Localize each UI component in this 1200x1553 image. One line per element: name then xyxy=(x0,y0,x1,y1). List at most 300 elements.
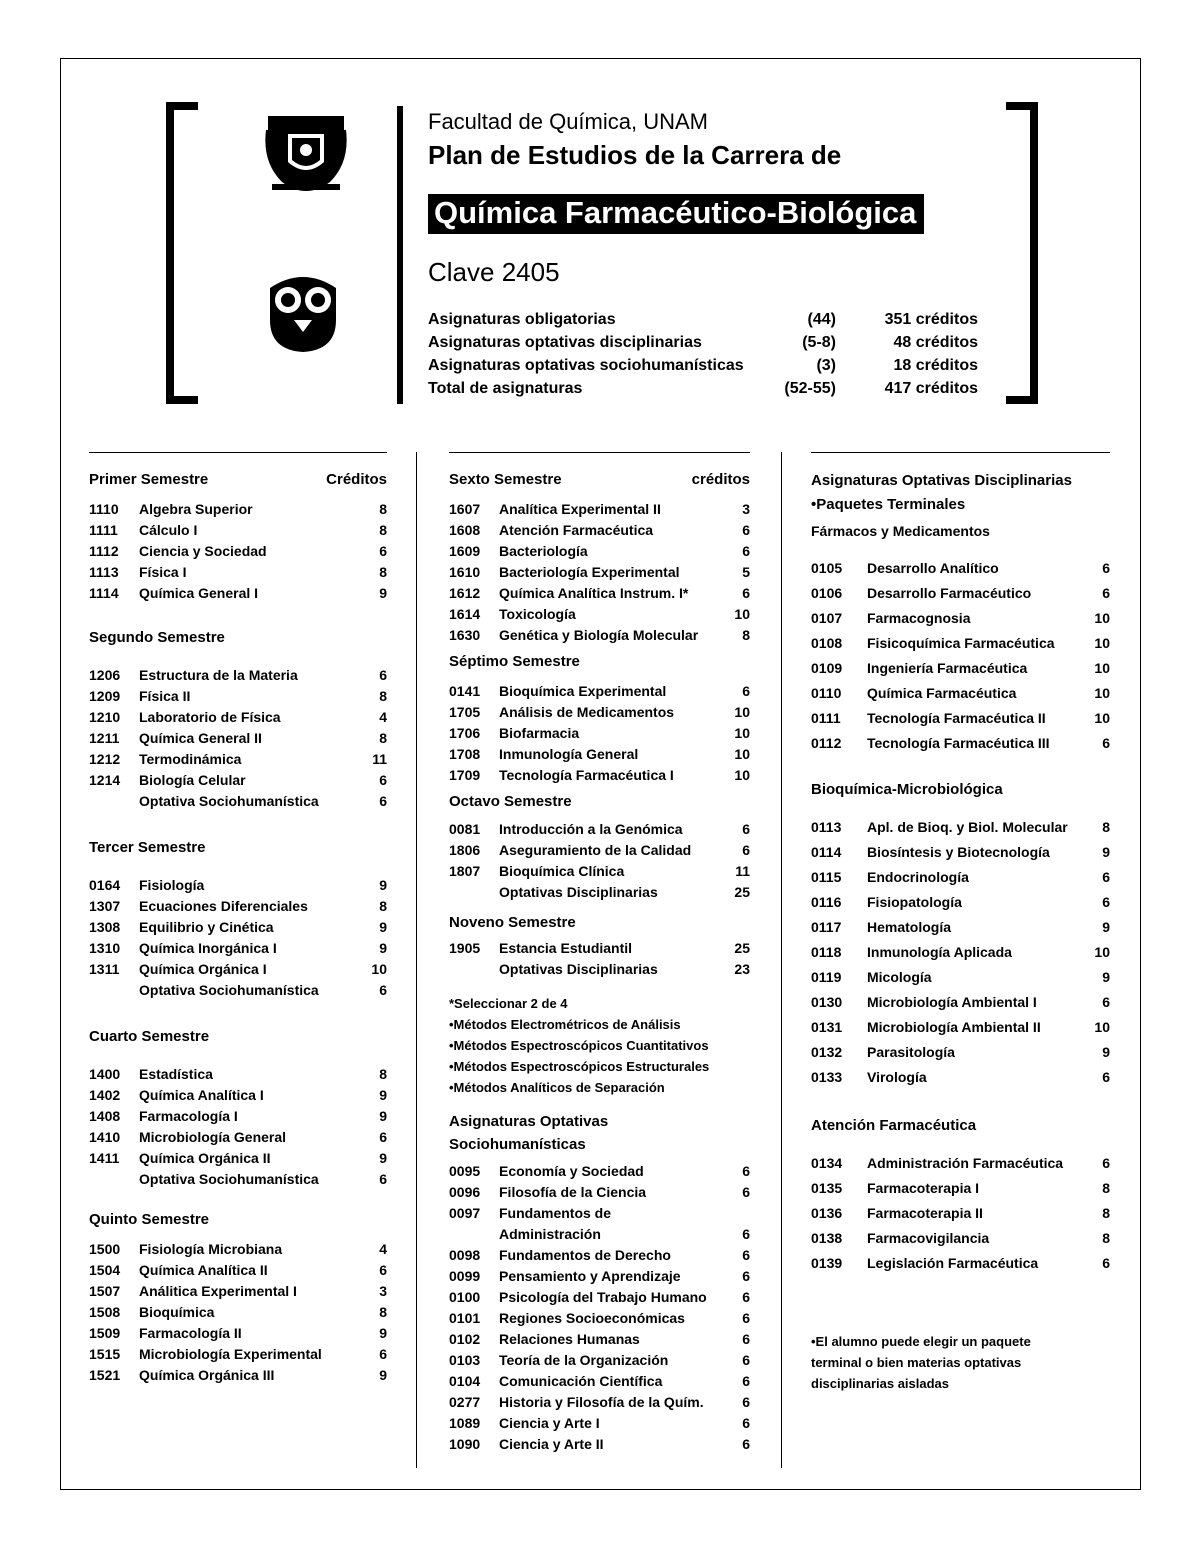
course-row xyxy=(811,939,1110,964)
course-row xyxy=(89,937,387,958)
course-name: Micología xyxy=(867,968,932,985)
section-header: Primer Semestre Créditos xyxy=(89,471,387,488)
course-credits: 11 xyxy=(372,750,387,767)
course-list xyxy=(449,1160,750,1454)
course-code: 0135 xyxy=(811,1179,843,1196)
course-credits: 6 xyxy=(742,1309,750,1326)
course-credits: 8 xyxy=(379,1065,387,1082)
course-code: 1507 xyxy=(89,1282,121,1299)
course-credits: 4 xyxy=(379,708,387,725)
course-credits: 6 xyxy=(379,771,387,788)
course-credits: 10 xyxy=(734,724,750,741)
course-name: Parasitología xyxy=(867,1043,955,1060)
course-row xyxy=(811,914,1110,939)
course-name: Endocrinología xyxy=(867,868,969,885)
course-row xyxy=(449,1181,750,1202)
course-row xyxy=(811,605,1110,630)
course-code: 1212 xyxy=(89,750,121,767)
course-credits: 9 xyxy=(379,939,387,956)
course-code: 1311 xyxy=(89,960,120,977)
course-credits: 6 xyxy=(742,1246,750,1263)
course-row xyxy=(811,1225,1110,1250)
course-row xyxy=(449,743,750,764)
course-credits: 8 xyxy=(379,1303,387,1320)
course-credits: 6 xyxy=(742,1414,750,1431)
course-credits: 8 xyxy=(379,563,387,580)
course-name: Historia y Filosofía de la Quím. xyxy=(499,1393,704,1410)
course-code: 1111 xyxy=(89,521,118,538)
course-row xyxy=(811,964,1110,989)
course-name: Fundamentos de xyxy=(499,1204,612,1221)
course-row xyxy=(89,1343,387,1364)
course-code: 0099 xyxy=(449,1267,481,1284)
course-credits: 8 xyxy=(379,521,387,538)
course-row xyxy=(811,989,1110,1014)
course-name: Fisiología xyxy=(139,876,205,893)
course-code: 0112 xyxy=(811,734,842,751)
course-row xyxy=(89,727,387,748)
course-credits: 3 xyxy=(379,1282,387,1299)
course-row xyxy=(89,1084,387,1105)
course-name: Física II xyxy=(139,687,191,704)
course-code: 1090 xyxy=(449,1435,481,1452)
course-list xyxy=(811,1150,1110,1275)
course-row xyxy=(811,680,1110,705)
course-row xyxy=(89,916,387,937)
course-name: Farmacovigilancia xyxy=(867,1229,990,1246)
course-code: 0119 xyxy=(811,968,842,985)
column-1 xyxy=(89,452,387,1385)
course-row xyxy=(449,561,750,582)
course-name: Apl. de Bioq. y Biol. Molecular xyxy=(867,818,1068,835)
course-credits: 23 xyxy=(734,960,750,977)
section-title: Cuarto Semestre xyxy=(89,1028,210,1045)
course-code: 1400 xyxy=(89,1065,121,1082)
course-name: Comunicación Científica xyxy=(499,1372,663,1389)
course-name: Análisis de Medicamentos xyxy=(499,703,675,720)
course-name: Ecuaciones Diferenciales xyxy=(139,897,308,914)
course-name: Biofarmacia xyxy=(499,724,580,741)
course-row xyxy=(449,1391,750,1412)
course-row xyxy=(89,1168,387,1189)
course-list xyxy=(811,814,1110,1089)
course-credits: 6 xyxy=(1102,1068,1110,1085)
column-2 xyxy=(449,452,750,1454)
course-list xyxy=(89,1063,387,1189)
course-row xyxy=(449,958,750,979)
course-code: 1500 xyxy=(89,1240,121,1257)
course-name: Aseguramiento de la Calidad xyxy=(499,841,692,858)
course-list xyxy=(89,874,387,1000)
course-credits: 8 xyxy=(379,729,387,746)
course-name: Farmacoterapia I xyxy=(867,1179,980,1196)
course-name: Fisiología Microbiana xyxy=(139,1240,283,1257)
course-name: Fundamentos de Derecho xyxy=(499,1246,671,1263)
course-code: 1310 xyxy=(89,939,121,956)
course-credits: 8 xyxy=(742,626,750,643)
course-row xyxy=(89,1105,387,1126)
course-code: 0132 xyxy=(811,1043,843,1060)
course-code: 0096 xyxy=(449,1183,481,1200)
course-code: 0110 xyxy=(811,684,842,701)
course-row xyxy=(449,1202,750,1223)
course-code: 0116 xyxy=(811,893,842,910)
section-header: Sexto Semestre créditos xyxy=(449,471,750,488)
course-code: 1705 xyxy=(449,703,481,720)
course-row xyxy=(449,1265,750,1286)
column-separator xyxy=(416,452,417,1468)
course-row xyxy=(89,979,387,1000)
course-row xyxy=(89,895,387,916)
course-code: 0111 xyxy=(811,709,841,726)
course-code: 0109 xyxy=(811,659,843,676)
course-name: Bioquímica Clínica xyxy=(499,862,625,879)
course-row xyxy=(449,1223,750,1244)
course-credits: 6 xyxy=(379,981,387,998)
course-row xyxy=(811,1150,1110,1175)
course-row xyxy=(811,705,1110,730)
course-row xyxy=(811,555,1110,580)
course-credits: 6 xyxy=(742,841,750,858)
fq-owl-icon xyxy=(264,270,342,354)
course-row xyxy=(89,1301,387,1322)
course-name: Química Analítica Instrum. I* xyxy=(499,584,689,601)
left-bracket xyxy=(166,102,198,404)
course-credits: 10 xyxy=(1094,634,1110,651)
course-credits: 6 xyxy=(1102,584,1110,601)
course-credits: 6 xyxy=(742,1393,750,1410)
faculty-name: Facultad de Química, UNAM xyxy=(428,109,708,134)
course-row xyxy=(449,624,750,645)
course-row xyxy=(449,1286,750,1307)
course-code: 0101 xyxy=(449,1309,481,1326)
course-name: Analítica Experimental II xyxy=(499,500,661,517)
course-code: 1609 xyxy=(449,542,481,559)
summary-row: Asignaturas optativas disciplinarias (5-8) 48 créditos xyxy=(428,333,978,351)
course-code: 1612 xyxy=(449,584,481,601)
career-code: Clave 2405 xyxy=(428,257,560,287)
course-name: Inmunología Aplicada xyxy=(867,943,1012,960)
course-code: 0118 xyxy=(811,943,842,960)
course-row xyxy=(89,1238,387,1259)
subsection-title: Atención Farmacéutica xyxy=(811,1117,977,1134)
course-credits: 6 xyxy=(742,542,750,559)
course-code: 1210 xyxy=(89,708,121,725)
course-row xyxy=(89,790,387,811)
course-name: Desarrollo Farmacéutico xyxy=(867,584,1032,601)
course-row xyxy=(449,1328,750,1349)
course-code: 1521 xyxy=(89,1366,121,1383)
course-name: Genética y Biología Molecular xyxy=(499,626,699,643)
course-row xyxy=(449,582,750,603)
course-credits: 6 xyxy=(742,1351,750,1368)
course-row xyxy=(89,748,387,769)
course-code: 1411 xyxy=(89,1149,120,1166)
course-credits: 9 xyxy=(1102,1043,1110,1060)
course-row xyxy=(811,864,1110,889)
course-credits: 6 xyxy=(742,1267,750,1284)
course-name: Bacteriología Experimental xyxy=(499,563,680,580)
course-code: 1608 xyxy=(449,521,481,538)
course-row xyxy=(811,1014,1110,1039)
course-code: 1709 xyxy=(449,766,481,783)
course-name: Fisicoquímica Farmacéutica xyxy=(867,634,1055,651)
course-code: 1614 xyxy=(449,605,481,622)
course-row xyxy=(811,839,1110,864)
course-code: 1211 xyxy=(89,729,120,746)
course-credits: 9 xyxy=(379,876,387,893)
course-name: Regiones Socioeconómicas xyxy=(499,1309,685,1326)
course-code: 0131 xyxy=(811,1018,843,1035)
course-credits: 8 xyxy=(1102,818,1110,835)
right-bracket xyxy=(1006,102,1038,404)
course-name: Estadística xyxy=(139,1065,213,1082)
course-name: Química Analítica II xyxy=(139,1261,268,1278)
course-name: Algebra Superior xyxy=(139,500,253,517)
course-code: 0141 xyxy=(449,682,481,699)
column-3 xyxy=(811,452,1110,1394)
course-credits: 6 xyxy=(379,666,387,683)
section-title: Noveno Semestre xyxy=(449,914,576,931)
course-code: 0133 xyxy=(811,1068,843,1085)
course-row xyxy=(811,1250,1110,1275)
course-name: Optativa Sociohumanística xyxy=(139,792,319,809)
course-credits: 10 xyxy=(734,745,750,762)
course-code: 0095 xyxy=(449,1162,481,1179)
course-credits: 6 xyxy=(742,1162,750,1179)
course-code: 0098 xyxy=(449,1246,481,1263)
course-credits: 8 xyxy=(1102,1179,1110,1196)
course-credits: 6 xyxy=(1102,1254,1110,1271)
course-code: 0117 xyxy=(811,918,842,935)
course-row xyxy=(89,685,387,706)
course-name: Virología xyxy=(867,1068,927,1085)
course-name: Química Orgánica II xyxy=(139,1149,271,1166)
course-credits: 9 xyxy=(379,918,387,935)
course-credits: 6 xyxy=(379,1345,387,1362)
course-credits: 6 xyxy=(1102,993,1110,1010)
course-name: Tecnología Farmacéutica I xyxy=(499,766,674,783)
course-code: 1113 xyxy=(89,563,119,580)
course-name: Análitica Experimental I xyxy=(139,1282,297,1299)
course-code: 1110 xyxy=(89,500,119,517)
course-credits: 9 xyxy=(379,1366,387,1383)
course-name: Farmacognosia xyxy=(867,609,971,626)
course-code: 0097 xyxy=(449,1204,481,1221)
course-name: Microbiología Experimental xyxy=(139,1345,322,1362)
course-list xyxy=(811,555,1110,755)
course-credits: 10 xyxy=(1094,684,1110,701)
course-name: Economía y Sociedad xyxy=(499,1162,644,1179)
course-credits: 8 xyxy=(379,500,387,517)
course-credits: 9 xyxy=(379,1086,387,1103)
course-credits: 10 xyxy=(1094,943,1110,960)
course-code: 0081 xyxy=(449,820,481,837)
course-name: Relaciones Humanas xyxy=(499,1330,640,1347)
subsection-title: Bioquímica-Microbiológica xyxy=(811,781,1003,798)
course-name: Tecnología Farmacéutica III xyxy=(867,734,1050,751)
summary-row: Asignaturas obligatorias (44) 351 créditos xyxy=(428,310,978,328)
course-credits: 10 xyxy=(734,766,750,783)
course-credits: 6 xyxy=(742,584,750,601)
course-credits: 3 xyxy=(742,500,750,517)
course-code: 1905 xyxy=(449,939,481,956)
course-code: 1112 xyxy=(89,542,119,559)
course-row xyxy=(449,603,750,624)
course-code: 1515 xyxy=(89,1345,121,1362)
course-credits: 9 xyxy=(1102,918,1110,935)
course-credits: 9 xyxy=(1102,968,1110,985)
course-name: Inmunología General xyxy=(499,745,639,762)
course-row xyxy=(449,701,750,722)
course-name: Filosofía de la Ciencia xyxy=(499,1183,647,1200)
course-code: 0108 xyxy=(811,634,843,651)
course-row xyxy=(811,630,1110,655)
course-row xyxy=(449,519,750,540)
course-code: 1209 xyxy=(89,687,121,704)
course-name: Ciencia y Arte II xyxy=(499,1435,604,1452)
course-code: 0114 xyxy=(811,843,842,860)
course-list xyxy=(89,498,387,603)
course-credits: 6 xyxy=(379,1170,387,1187)
course-row xyxy=(811,1064,1110,1089)
selection-notes: *Seleccionar 2 de 4 •Métodos Electrométricos de Análisis •Métodos Espectroscópicos Cuantitativos •Métodos Espectroscópicos Estructurales •Métodos Analíticos de Separación xyxy=(449,996,710,1095)
course-name: Estructura de la Materia xyxy=(139,666,298,683)
course-name: Pensamiento y Aprendizaje xyxy=(499,1267,681,1284)
course-code: 0164 xyxy=(89,876,121,893)
course-row xyxy=(449,818,750,839)
course-name: Biosíntesis y Biotecnología xyxy=(867,843,1050,860)
course-row xyxy=(449,860,750,881)
course-row xyxy=(89,769,387,790)
course-credits: 10 xyxy=(1094,609,1110,626)
course-row xyxy=(89,1147,387,1168)
course-code: 1509 xyxy=(89,1324,121,1341)
course-row xyxy=(89,519,387,540)
career-name: Química Farmacéutico-Biológica xyxy=(428,194,924,234)
course-credits: 8 xyxy=(379,687,387,704)
course-code: 1308 xyxy=(89,918,121,935)
course-row xyxy=(449,1370,750,1391)
course-code: 1630 xyxy=(449,626,481,643)
course-name: Teoría de la Organización xyxy=(499,1351,669,1368)
course-credits: 6 xyxy=(742,521,750,538)
section-title: Octavo Semestre xyxy=(449,793,572,810)
course-code: 1402 xyxy=(89,1086,121,1103)
course-name: Legislación Farmacéutica xyxy=(867,1254,1039,1271)
course-code: 1114 xyxy=(89,584,119,601)
section-title: Asignaturas Optativas Sociohumanísticas xyxy=(449,1113,609,1153)
course-credits: 9 xyxy=(379,584,387,601)
course-row xyxy=(811,580,1110,605)
course-name: Química Analítica I xyxy=(139,1086,264,1103)
summary-row: Asignaturas optativas sociohumanísticas (3) 18 créditos xyxy=(428,356,978,374)
course-row xyxy=(449,1244,750,1265)
course-code: 1610 xyxy=(449,563,481,580)
course-credits: 6 xyxy=(379,792,387,809)
course-credits: 6 xyxy=(1102,1154,1110,1171)
course-code: 0103 xyxy=(449,1351,481,1368)
course-credits: 6 xyxy=(379,542,387,559)
course-row xyxy=(449,540,750,561)
course-credits: 10 xyxy=(734,605,750,622)
course-credits: 9 xyxy=(379,1149,387,1166)
course-credits: 6 xyxy=(379,1128,387,1145)
course-credits: 6 xyxy=(1102,734,1110,751)
course-name: Fisiopatología xyxy=(867,893,962,910)
course-credits: 6 xyxy=(742,682,750,699)
course-row xyxy=(449,1349,750,1370)
course-name: Ciencia y Arte I xyxy=(499,1414,600,1431)
course-name: Farmacología I xyxy=(139,1107,238,1124)
course-name: Farmacoterapia II xyxy=(867,1204,983,1221)
course-name: Laboratorio de Física xyxy=(139,708,281,725)
course-name: Atención Farmacéutica xyxy=(499,521,654,538)
course-row xyxy=(89,874,387,895)
course-row xyxy=(811,1175,1110,1200)
course-name: Ingeniería Farmacéutica xyxy=(867,659,1028,676)
course-row xyxy=(449,1433,750,1454)
header-divider xyxy=(397,106,403,404)
course-credits: 6 xyxy=(742,1225,750,1242)
course-credits: 6 xyxy=(742,1372,750,1389)
course-name: Optativas Disciplinarias xyxy=(499,883,658,900)
course-credits: 8 xyxy=(379,897,387,914)
course-credits: 5 xyxy=(742,563,750,580)
course-name: Estancia Estudiantil xyxy=(499,939,633,956)
course-code: 0113 xyxy=(811,818,842,835)
course-code: 1408 xyxy=(89,1107,121,1124)
course-name: Desarrollo Analítico xyxy=(867,559,999,576)
course-credits: 4 xyxy=(379,1240,387,1257)
course-row xyxy=(449,1160,750,1181)
course-row xyxy=(449,764,750,785)
course-code: 0104 xyxy=(449,1372,481,1389)
course-list xyxy=(449,498,750,645)
course-name: Microbiología Ambiental II xyxy=(867,1018,1041,1035)
course-code: 0102 xyxy=(449,1330,481,1347)
course-code: 1504 xyxy=(89,1261,121,1278)
course-code: 1214 xyxy=(89,771,121,788)
course-name: Tecnología Farmacéutica II xyxy=(867,709,1046,726)
footnote: •El alumno puede elegir un paquete terminal o bien materias optativas disciplinarias aisladas xyxy=(811,1334,1031,1391)
course-name: Bioquímica Experimental xyxy=(499,682,667,699)
course-code: 1807 xyxy=(449,862,481,879)
course-code: 1089 xyxy=(449,1414,481,1431)
course-code: 1307 xyxy=(89,897,121,914)
section-title: Segundo Semestre xyxy=(89,629,225,646)
course-row xyxy=(811,1200,1110,1225)
column-separator xyxy=(781,452,782,1468)
course-credits: 6 xyxy=(742,1435,750,1452)
section-title: Tercer Semestre xyxy=(89,839,206,856)
course-row xyxy=(449,1307,750,1328)
course-code: 0115 xyxy=(811,868,842,885)
course-credits: 9 xyxy=(1102,843,1110,860)
course-credits: 6 xyxy=(742,1288,750,1305)
course-name: Toxicología xyxy=(499,605,576,622)
course-row xyxy=(89,561,387,582)
section-title: Quinto Semestre xyxy=(89,1211,210,1228)
course-code: 0106 xyxy=(811,584,843,601)
course-list xyxy=(449,937,750,979)
course-name: Química Farmacéutica xyxy=(867,684,1017,701)
course-row xyxy=(89,1322,387,1343)
subsection-title: Fármacos y Medicamentos xyxy=(811,523,990,539)
course-code: 1706 xyxy=(449,724,481,741)
course-row xyxy=(449,722,750,743)
course-code: 1607 xyxy=(449,500,481,517)
